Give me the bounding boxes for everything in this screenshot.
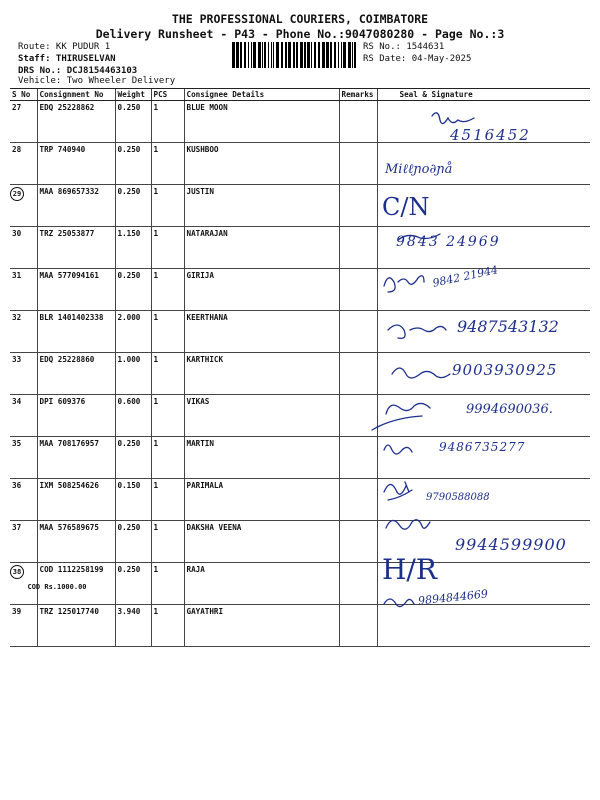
sno-value: 33: [12, 355, 22, 364]
consignee-value: VIKAS: [186, 397, 210, 406]
signature-39: 9894844669: [417, 587, 489, 608]
consignee-value: RAJA: [186, 565, 205, 574]
staff-label: Staff: THIRUSELVAN: [18, 54, 116, 64]
consignment-value: MAA 708176957: [39, 439, 99, 448]
weight-value: 1.150: [117, 229, 141, 238]
vehicle-label: Vehicle: Two Wheeler Delivery: [18, 76, 176, 86]
consignment-value: MAA 577094161: [39, 271, 99, 280]
consignment-value: BLR 1401402338: [39, 313, 104, 322]
pcs-value: 1: [153, 355, 159, 364]
consignment-value: TRZ 25053877: [39, 229, 95, 238]
col-weight: Weight: [115, 89, 151, 101]
consignment-value: IXM 508254626: [39, 481, 99, 490]
weight-value: 2.000: [117, 313, 141, 322]
signature-36: 9790588088: [426, 492, 490, 503]
consignee-value: MARTIN: [186, 439, 214, 448]
consignee-value: PARIMALA: [186, 481, 224, 490]
consignee-value: GAYATHRI: [186, 607, 224, 616]
consignment-value: MAA 576589675: [39, 523, 99, 532]
signature-33: 9003930925: [452, 361, 558, 379]
weight-value: 0.250: [117, 103, 141, 112]
drs-label: DRS No.: DCJ8154463103: [18, 66, 138, 76]
sno-value: 28: [12, 145, 22, 154]
col-seal: Seal & Signature: [377, 89, 590, 101]
consignee-value: BLUE MOON: [186, 103, 228, 112]
pcs-value: 1: [153, 439, 159, 448]
signature-30: 9843 24969: [396, 234, 501, 250]
weight-value: 0.250: [117, 187, 141, 196]
signature-38: H/R: [382, 553, 437, 586]
pcs-value: 1: [153, 271, 159, 280]
col-remarks: Remarks: [339, 89, 377, 101]
rs-number: RS No.: 1544631: [363, 42, 445, 52]
sno-value: 36: [12, 481, 22, 490]
rs-date: RS Date: 04-May-2025: [363, 54, 472, 64]
consignment-value: TRZ 125017740: [39, 607, 99, 616]
consignee-value: KUSHBOO: [186, 145, 219, 154]
signature-32: 9487543132: [457, 317, 559, 336]
weight-value: 3.940: [117, 607, 141, 616]
pcs-value: 1: [153, 481, 159, 490]
pcs-value: 1: [153, 397, 159, 406]
sno-value: 39: [12, 607, 22, 616]
weight-value: 0.250: [117, 271, 141, 280]
col-consignment: Consignment No: [37, 89, 115, 101]
consignment-value: EDQ 25228862: [39, 103, 95, 112]
consignee-value: JUSTIN: [186, 187, 214, 196]
signature-35: 9486735277: [439, 440, 526, 454]
sno-value: 35: [12, 439, 22, 448]
signature-29: C/N: [382, 193, 430, 221]
signature-28: Miℓℓɲo∂ɲå: [385, 162, 453, 177]
runsheet-subtitle: Delivery Runsheet - P43 - Phone No.:9047080280 - Page No.:3: [95, 27, 505, 41]
sno-value: 38: [10, 565, 24, 579]
sno-value: 32: [12, 313, 22, 322]
weight-value: 0.250: [117, 145, 141, 154]
weight-value: 0.250: [117, 523, 141, 532]
consignee-value: GIRIJA: [186, 271, 214, 280]
consignee-value: KEERTHANA: [186, 313, 228, 322]
consignment-value: DPI 609376: [39, 397, 86, 406]
weight-value: 0.600: [117, 397, 141, 406]
pcs-value: 1: [153, 187, 159, 196]
signature-37: 9944599900: [455, 535, 567, 554]
cod-amount: COD Rs.1000.00: [27, 583, 87, 591]
consignment-value: EDQ 25228860: [39, 355, 95, 364]
consignment-value: TRP 740940: [39, 145, 86, 154]
consignment-value: COD 1112258199: [39, 565, 104, 574]
pcs-value: 1: [153, 523, 159, 532]
pcs-value: 1: [153, 103, 159, 112]
sno-value: 30: [12, 229, 22, 238]
consignee-value: NATARAJAN: [186, 229, 228, 238]
consignee-value: DAKSHA VEENA: [186, 523, 242, 532]
signature-27: 4516452: [450, 126, 531, 144]
weight-value: 0.150: [117, 481, 141, 490]
weight-value: 0.250: [117, 439, 141, 448]
sno-value: 34: [12, 397, 22, 406]
pcs-value: 1: [153, 565, 159, 574]
pcs-value: 1: [153, 229, 159, 238]
signature-34: 9994690036.: [466, 402, 553, 417]
company-title: THE PROFESSIONAL COURIERS, COIMBATORE: [171, 12, 429, 26]
pcs-value: 1: [153, 313, 159, 322]
route-label: Route: KK PUDUR 1: [18, 42, 111, 52]
sno-value: 27: [12, 103, 22, 112]
col-consignee: Consignee Details: [184, 89, 339, 101]
pcs-value: 1: [153, 145, 159, 154]
sno-value: 29: [10, 187, 24, 201]
sno-value: 31: [12, 271, 22, 280]
consignment-value: MAA 869657332: [39, 187, 99, 196]
pcs-value: 1: [153, 607, 159, 616]
col-sno: S No: [10, 89, 37, 101]
col-pcs: PCS: [151, 89, 184, 101]
weight-value: 0.250: [117, 565, 141, 574]
weight-value: 1.000: [117, 355, 141, 364]
signature-31: 9842 21944: [431, 263, 500, 290]
sno-value: 37: [12, 523, 22, 532]
consignee-value: KARTHICK: [186, 355, 224, 364]
